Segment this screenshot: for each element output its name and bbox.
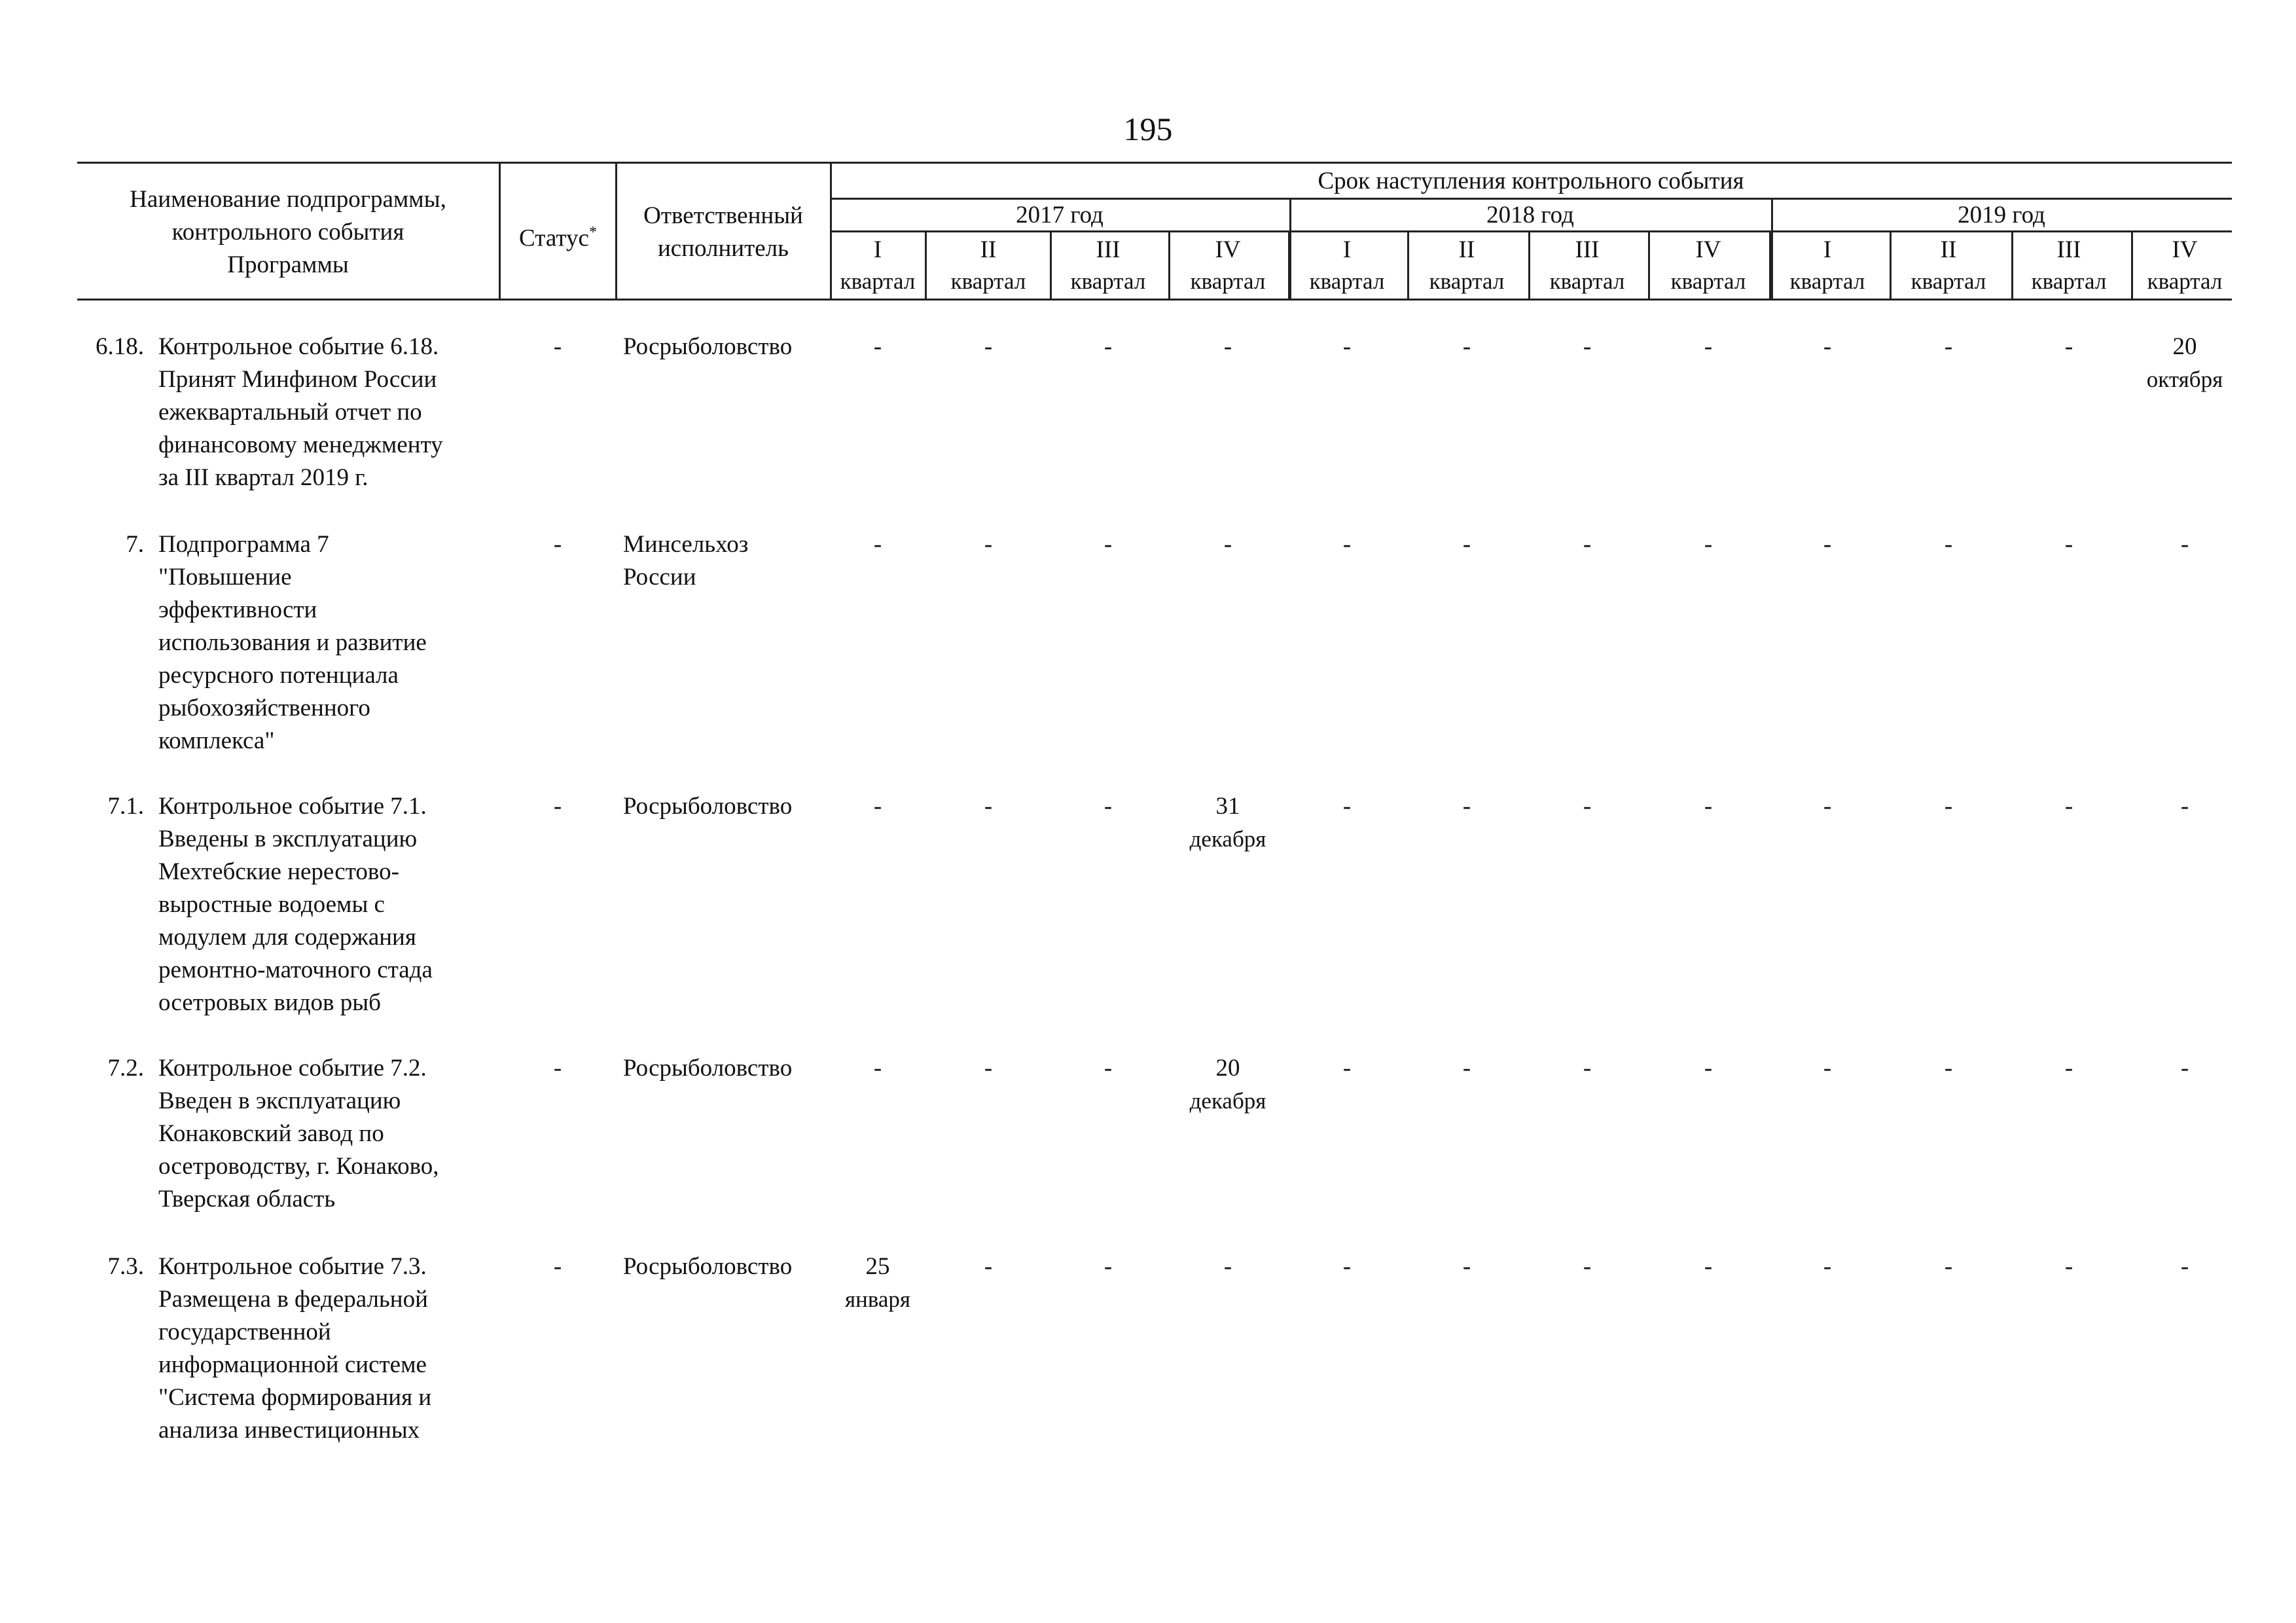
row-title-line: выростные водоемы с <box>158 891 385 918</box>
row-responsible-line: Росрыболовство <box>623 793 793 820</box>
cell-value: - <box>1223 333 1232 360</box>
cell-value: - <box>1103 793 1113 820</box>
quarter-cell <box>2129 790 2240 823</box>
quarter-cell <box>933 1250 1044 1283</box>
row-title-line: информационной системе <box>158 1351 427 1378</box>
quarter-cell <box>822 1250 933 1316</box>
quarter-label: квартал <box>1429 268 1505 294</box>
quarter-cell <box>1172 1250 1283 1283</box>
quarter-cell <box>1411 331 1522 363</box>
page-number: 195 <box>1123 111 1173 147</box>
row-number: 7.3. <box>107 1253 144 1280</box>
row-responsible <box>623 528 833 594</box>
row-title-line: использования и развитие <box>158 629 427 656</box>
cell-value: - <box>1462 793 1471 820</box>
quarter-cell <box>2129 1052 2240 1085</box>
cell-value: - <box>984 1253 993 1280</box>
cell-value: - <box>984 1055 993 1082</box>
quarter-cell <box>822 528 933 561</box>
quarter-cell <box>2013 1052 2125 1085</box>
quarter-cell <box>1052 331 1164 363</box>
row-status: - <box>553 333 562 360</box>
quarter-label: квартал <box>950 268 1026 294</box>
cell-value: 31 <box>1215 793 1240 820</box>
quarter-number: II <box>1940 236 1957 263</box>
quarter-cell <box>822 1052 933 1085</box>
quarter-cell <box>1893 331 2004 363</box>
cell-value: - <box>2064 1055 2073 1082</box>
quarter-number: IV <box>1215 236 1241 263</box>
row-title-line: Введены в эксплуатацию <box>158 826 418 852</box>
quarter-cell <box>1291 1052 1403 1085</box>
quarter-number: III <box>1575 236 1600 263</box>
cell-value: - <box>1583 333 1592 360</box>
cell-month: января <box>844 1286 911 1312</box>
quarter-number: III <box>1096 236 1121 263</box>
cell-value: - <box>1823 333 1832 360</box>
quarter-cell <box>1772 1052 1883 1085</box>
quarter-number: I <box>1342 236 1352 263</box>
cell-value: - <box>1583 1253 1592 1280</box>
row-responsible <box>623 331 833 363</box>
row-title-line: "Система формирования и <box>158 1384 432 1411</box>
quarter-cell <box>1653 528 1764 561</box>
row-title-line: за III квартал 2019 г. <box>158 464 368 491</box>
cell-value: - <box>873 1055 882 1082</box>
header-resp-line: исполнитель <box>657 235 789 262</box>
quarter-cell <box>2013 528 2125 561</box>
quarter-cell <box>1052 1250 1164 1283</box>
header-resp-line: Ответственный <box>643 202 803 229</box>
cell-value: - <box>1103 531 1113 558</box>
cell-value: - <box>1223 1253 1232 1280</box>
row-status: - <box>553 793 562 820</box>
header-year: 2018 год <box>1486 202 1574 228</box>
quarter-cell <box>2129 331 2240 396</box>
quarter-cell <box>1532 331 1643 363</box>
quarter-label: квартал <box>1309 268 1385 294</box>
column-divider <box>615 162 617 299</box>
header-period-title: Срок наступления контрольного события <box>1318 168 1744 194</box>
cell-value: - <box>1704 793 1713 820</box>
cell-value: - <box>1944 1253 1953 1280</box>
quarter-cell <box>933 1052 1044 1085</box>
row-responsible-line: России <box>623 564 696 591</box>
row-title-line: анализа инвестиционных <box>158 1417 420 1444</box>
row-title-line: осетроводству, г. Конаково, <box>158 1153 439 1180</box>
cell-value: - <box>2180 1253 2189 1280</box>
row-number: 7.2. <box>107 1055 144 1082</box>
cell-value: - <box>1823 1055 1832 1082</box>
header-name-line: Программы <box>227 251 349 278</box>
quarter-cell <box>1532 790 1643 823</box>
row-title-line: рыбохозяйственного <box>158 695 370 721</box>
column-divider <box>499 162 501 299</box>
cell-value: - <box>1944 531 1953 558</box>
quarter-label: квартал <box>2031 268 2107 294</box>
row-responsible-line: Росрыболовство <box>623 1055 793 1082</box>
row-title-line: финансовому менеджменту <box>158 431 443 458</box>
quarter-cell <box>1411 1052 1522 1085</box>
row-title-line: государственной <box>158 1319 331 1345</box>
quarter-cell <box>2129 1250 2240 1283</box>
row-responsible-line: Росрыболовство <box>623 1253 793 1280</box>
row-title <box>158 790 499 1019</box>
row-title-line: Контрольное событие 7.3. <box>158 1253 427 1280</box>
cell-value: - <box>984 793 993 820</box>
quarter-cell <box>1653 331 1764 363</box>
cell-value: - <box>1823 1253 1832 1280</box>
quarter-number: I <box>1823 236 1832 263</box>
row-responsible <box>623 1250 833 1283</box>
row-status: - <box>553 531 562 558</box>
quarter-cell <box>1172 528 1283 561</box>
header-status-column <box>504 216 612 255</box>
cell-value: - <box>1462 1055 1471 1082</box>
status-footnote-mark: * <box>588 224 597 241</box>
quarter-cell <box>933 790 1044 823</box>
quarter-label: квартал <box>1789 268 1865 294</box>
quarter-cell <box>1291 528 1403 561</box>
row-title-line: модулем для содержания <box>158 924 416 951</box>
cell-value: - <box>984 531 993 558</box>
quarter-label: квартал <box>1070 268 1146 294</box>
quarter-number: I <box>873 236 882 263</box>
row-title-line: Тверская область <box>158 1186 336 1213</box>
cell-value: 20 <box>1215 1055 1240 1082</box>
cell-value: - <box>2064 531 2073 558</box>
row-title-line: Введен в эксплуатацию <box>158 1087 401 1114</box>
quarter-number: II <box>980 236 997 263</box>
cell-value: - <box>984 333 993 360</box>
cell-value: - <box>1223 531 1232 558</box>
cell-value: - <box>1704 531 1713 558</box>
row-title-line: ежеквартальный отчет по <box>158 399 422 426</box>
quarter-cell <box>1532 528 1643 561</box>
quarter-cell <box>1052 528 1164 561</box>
row-title-line: ресурсного потенциала <box>158 662 399 689</box>
cell-value: - <box>1462 333 1471 360</box>
quarter-cell <box>1653 1250 1764 1283</box>
cell-value: - <box>2180 1055 2189 1082</box>
cell-value: - <box>1583 793 1592 820</box>
quarter-cell <box>1772 790 1883 823</box>
quarter-label: квартал <box>1190 268 1266 294</box>
cell-value: - <box>2064 1253 2073 1280</box>
quarter-cell <box>1052 1052 1164 1085</box>
row-title-line: Размещена в федеральной <box>158 1286 428 1313</box>
row-title-line: Принят Минфином России <box>158 366 437 393</box>
row-title-line: комплекса" <box>158 727 275 754</box>
quarter-cell <box>1411 790 1522 823</box>
header-name-line: контрольного события <box>171 219 404 246</box>
row-responsible-line: Росрыболовство <box>623 333 793 360</box>
cell-value: - <box>1342 1253 1352 1280</box>
row-responsible <box>623 1052 833 1085</box>
quarter-cell <box>2013 790 2125 823</box>
quarter-label: квартал <box>1670 268 1746 294</box>
cell-value: - <box>1583 531 1592 558</box>
cell-value: - <box>1462 531 1471 558</box>
header-year: 2019 год <box>1958 202 2045 228</box>
cell-value: - <box>873 531 882 558</box>
cell-value: - <box>1342 1055 1352 1082</box>
quarter-number: IV <box>2172 236 2198 263</box>
header-name-line: Наименование подпрограммы, <box>130 186 446 213</box>
cell-month: декабря <box>1189 826 1266 852</box>
cell-value: - <box>2064 793 2073 820</box>
cell-value: - <box>873 333 882 360</box>
cell-value: - <box>1823 531 1832 558</box>
quarter-cell <box>1052 790 1164 823</box>
cell-value: - <box>1823 793 1832 820</box>
quarter-cell <box>2013 331 2125 363</box>
quarter-cell <box>2013 1250 2125 1283</box>
header-top-border <box>77 162 2232 164</box>
row-title-line: Подпрограмма 7 <box>158 531 329 558</box>
row-title <box>158 331 499 494</box>
quarter-cell <box>1172 331 1283 363</box>
quarter-label: квартал <box>840 268 916 294</box>
row-title <box>158 528 499 757</box>
quarter-cell <box>1291 790 1403 823</box>
quarter-cell <box>933 528 1044 561</box>
cell-value: - <box>1704 1055 1713 1082</box>
cell-value: - <box>2180 793 2189 820</box>
quarter-cell <box>1291 331 1403 363</box>
quarter-cell <box>1893 528 2004 561</box>
header-year: 2017 год <box>1016 202 1103 228</box>
quarter-cell <box>1893 1052 2004 1085</box>
cell-value: - <box>1342 531 1352 558</box>
row-status: - <box>553 1055 562 1082</box>
header-bottom-border <box>77 299 2232 301</box>
quarter-cell <box>1893 1250 2004 1283</box>
cell-value: - <box>2180 531 2189 558</box>
quarter-number: IV <box>1695 236 1721 263</box>
row-responsible-line: Минсельхоз <box>623 531 749 558</box>
cell-value: - <box>1103 333 1113 360</box>
cell-month: октября <box>2146 367 2223 392</box>
header-name-column <box>85 183 491 282</box>
quarter-cell <box>1772 331 1883 363</box>
quarter-cell <box>1893 790 2004 823</box>
row-number: 6.18. <box>96 333 144 360</box>
cell-value: - <box>1704 1253 1713 1280</box>
row-title-line: Контрольное событие 6.18. <box>158 333 439 360</box>
quarter-cell <box>1411 528 1522 561</box>
cell-value: - <box>1583 1055 1592 1082</box>
cell-value: 20 <box>2172 333 2197 360</box>
cell-value: - <box>2064 333 2073 360</box>
row-title-line: Контрольное событие 7.1. <box>158 793 427 820</box>
quarter-cell <box>1532 1052 1643 1085</box>
cell-value: 25 <box>865 1253 890 1280</box>
quarter-cell <box>1653 1052 1764 1085</box>
row-title-line: Контрольное событие 7.2. <box>158 1055 427 1082</box>
cell-value: - <box>1704 333 1713 360</box>
row-number: 7. <box>126 531 144 558</box>
quarter-label: квартал <box>1910 268 1986 294</box>
quarter-label: квартал <box>2147 268 2223 294</box>
quarter-number: III <box>2056 236 2081 263</box>
cell-value: - <box>873 793 882 820</box>
quarter-cell <box>1411 1250 1522 1283</box>
quarter-cell <box>1532 1250 1643 1283</box>
cell-value: - <box>1944 1055 1953 1082</box>
row-title <box>158 1250 499 1447</box>
quarter-cell <box>1172 790 1283 856</box>
row-title-line: "Повышение <box>158 564 292 591</box>
cell-month: декабря <box>1189 1088 1266 1114</box>
row-title-line: ремонтно-маточного стада <box>158 957 433 983</box>
row-responsible <box>623 790 833 823</box>
quarter-cell <box>1172 1052 1283 1118</box>
cell-value: - <box>1944 793 1953 820</box>
quarter-cell <box>1291 1250 1403 1283</box>
row-title-line: Мехтебские нерестово- <box>158 858 399 885</box>
row-title-line: эффективности <box>158 596 317 623</box>
row-status: - <box>553 1253 562 1280</box>
row-number: 7.1. <box>107 793 144 820</box>
quarter-cell <box>1772 528 1883 561</box>
cell-value: - <box>1462 1253 1471 1280</box>
quarter-cell <box>1772 1250 1883 1283</box>
cell-value: - <box>1944 333 1953 360</box>
quarter-number: II <box>1458 236 1475 263</box>
cell-value: - <box>1342 333 1352 360</box>
quarter-cell <box>1653 790 1764 823</box>
cell-value: - <box>1103 1253 1113 1280</box>
quarter-cell <box>822 790 933 823</box>
quarter-label: квартал <box>1549 268 1625 294</box>
header-status-label: Статус <box>519 225 589 252</box>
cell-value: - <box>1342 793 1352 820</box>
quarter-cell <box>822 331 933 363</box>
row-title-line: Конаковский завод по <box>158 1120 384 1147</box>
row-title-line: осетровых видов рыб <box>158 989 381 1016</box>
header-resp-column <box>619 200 828 265</box>
cell-value: - <box>1103 1055 1113 1082</box>
quarter-cell <box>2129 528 2240 561</box>
quarter-cell <box>933 331 1044 363</box>
row-title <box>158 1052 499 1216</box>
